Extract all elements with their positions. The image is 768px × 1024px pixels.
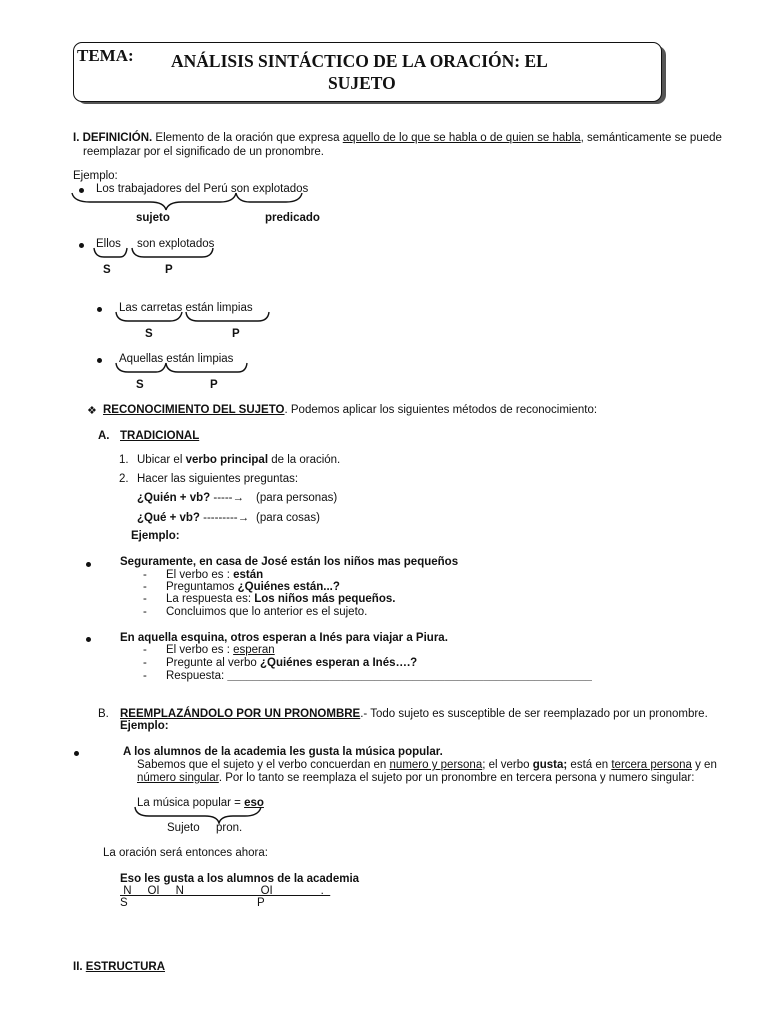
jose-step-1-pre: El verbo es :	[166, 569, 234, 581]
reconocimiento-text: . Podemos aplicar los siguientes métodos de reconocimiento:	[284, 404, 598, 416]
bullet	[86, 637, 91, 642]
step2-number: 2.	[119, 473, 129, 485]
ejemplo-label: Ejemplo:	[73, 170, 118, 182]
concordancia-line2	[137, 772, 694, 784]
concordancia-underline-2: tercera persona	[611, 759, 692, 771]
concordancia-underline-1: numero y persona	[389, 759, 483, 771]
concordancia-line1	[137, 759, 717, 771]
jose-step-3-pre: La respuesta es:	[166, 593, 255, 605]
example-sentence-2-predicate: son explotados	[137, 238, 215, 250]
arrow-right-icon: -----→	[210, 492, 245, 504]
alumnos-sentence: A los alumnos de la academia les gusta la música popular.	[123, 746, 443, 758]
pronoun-eso: eso	[244, 797, 264, 809]
reemplazo-heading: REEMPLAZÁNDOLO POR UN PRONOMBRE	[120, 708, 361, 720]
ines-answer-line[interactable]: _________________________________________________________	[227, 670, 592, 682]
diamond-bullet-icon: ❖	[87, 405, 97, 417]
example1-brackets	[70, 190, 310, 214]
example2-p: P	[165, 264, 173, 276]
final-tags: N OI N OI .	[120, 885, 331, 897]
bullet	[97, 358, 102, 363]
concordancia-text-a: Sabemos que el sujeto y el verbo concuerdan en	[137, 759, 390, 771]
pronoun-brackets	[133, 805, 273, 825]
example3-s: S	[145, 328, 153, 340]
final-s: S	[120, 897, 128, 909]
definition-text-end: , semánticamente se puede	[580, 132, 722, 144]
reemplazo-text: .- Todo sujeto es susceptible de ser reemplazado por un pronombre.	[360, 708, 708, 720]
definition-heading: I. DEFINICIÓN.	[73, 132, 153, 144]
question-what-formula: ¿Qué + vb?	[137, 512, 200, 524]
section-a-title: TRADICIONAL	[120, 430, 200, 442]
estructura-heading	[73, 961, 165, 973]
concordancia-text-b: ; el verbo	[482, 759, 533, 771]
estructura-prefix: II.	[73, 961, 86, 973]
ines-step-2-bold: ¿Quiénes esperan a Inés….?	[259, 657, 418, 669]
step2-text: Hacer las siguientes preguntas:	[137, 473, 299, 485]
ines-step-2	[166, 657, 417, 669]
definition-line2: reemplazar por el significado de un pronombre.	[83, 146, 324, 158]
definition-paragraph	[73, 132, 722, 144]
reemplazo-paragraph	[120, 708, 708, 720]
concordancia-underline-3: número singular	[137, 772, 219, 784]
bullet	[74, 751, 79, 756]
pronoun-equation-left: La música popular =	[137, 797, 245, 809]
ines-step-2-pre: Pregunte al verbo	[166, 657, 260, 669]
ines-sentence: En aquella esquina, otros esperan a Inés para viajar a Piura.	[120, 632, 448, 644]
example4-p: P	[210, 379, 218, 391]
example-sentence-1: Los trabajadores del Perú son explotados	[96, 183, 309, 195]
example-sentence-2-subject: Ellos	[96, 238, 121, 250]
section-b-letter: B.	[98, 708, 109, 720]
reconocimiento-heading: RECONOCIMIENTO DEL SUJETO	[103, 404, 285, 416]
jose-step-3-bold: Los niños más pequeños.	[254, 593, 396, 605]
tema-label: TEMA:	[77, 46, 134, 65]
jose-step-2-bold: ¿Quiénes están...?	[237, 581, 340, 593]
concordancia-text-e: . Por lo tanto se reemplaza el sujeto por un pronombre en tercera persona y numero singular:	[218, 772, 695, 784]
example-sentence-3: Las carretas están limpias	[119, 302, 253, 314]
jose-step-2-pre: Preguntamos	[166, 581, 238, 593]
arrow-right-icon: ---------→	[199, 512, 250, 524]
sujeto-label: Sujeto	[167, 822, 200, 834]
page-title-line2: SUJETO	[328, 73, 396, 93]
jose-sentence: Seguramente, en casa de José están los niños mas pequeños	[120, 556, 459, 568]
bullet	[86, 562, 91, 567]
definition-underlined: aquello de lo que se habla o de quien se habla	[342, 132, 581, 144]
concordancia-verb: gusta;	[532, 759, 568, 771]
question-what	[137, 512, 249, 524]
concordancia-text-d: y en	[691, 759, 717, 771]
example1-predicado-label: predicado	[265, 212, 320, 224]
estructura-title: ESTRUCTURA	[85, 961, 166, 973]
step1-bold: verbo principal	[185, 454, 269, 466]
pron-label: pron.	[216, 822, 243, 834]
jose-step-1	[166, 569, 263, 581]
example2-s: S	[103, 264, 111, 276]
section-a-letter: A.	[98, 430, 110, 442]
ejemplo-heading: Ejemplo:	[131, 530, 180, 542]
jose-step-3	[166, 593, 395, 605]
step1-post: de la oración.	[268, 454, 341, 466]
jose-step-1-bold: están	[233, 569, 264, 581]
reemplazo-ejemplo: Ejemplo:	[120, 720, 169, 732]
example4-s: S	[136, 379, 144, 391]
page-title-line1: ANÁLISIS SINTÁCTICO DE LA ORACIÓN: EL	[171, 51, 548, 71]
example4-brackets	[114, 361, 254, 381]
final-p: P	[257, 897, 265, 909]
question-who-formula: ¿Quién + vb?	[137, 492, 211, 504]
example-sentence-4: Aquellas están limpias	[119, 353, 234, 365]
step1-pre: Ubicar el	[137, 454, 186, 466]
jose-step-4: - Concluimos que lo anterior es el sujeto.	[166, 606, 367, 618]
ines-step-1-pre: El verbo es :	[166, 644, 234, 656]
question-who-note: (para personas)	[256, 492, 338, 504]
bullet	[79, 243, 84, 248]
jose-step-2	[166, 581, 340, 593]
ines-step-1-verb: esperan	[233, 644, 275, 656]
example1-sujeto-label: sujeto	[136, 212, 170, 224]
step1-number: 1.	[119, 454, 129, 466]
final-sentence: Eso les gusta a los alumnos de la academia	[120, 873, 360, 885]
reconocimiento-paragraph	[103, 404, 597, 416]
example2-brackets	[92, 246, 222, 266]
ines-step-3	[166, 670, 592, 682]
question-who	[137, 492, 244, 504]
entonces-text: La oración será entonces ahora:	[103, 847, 268, 859]
bullet	[97, 307, 102, 312]
ines-step-3-pre: Respuesta:	[166, 670, 228, 682]
concordancia-text-c: está en	[567, 759, 612, 771]
step1-text	[137, 454, 340, 466]
definition-text: Elemento de la oración que expresa	[152, 132, 343, 144]
ines-step-1	[166, 644, 275, 656]
example3-brackets	[114, 310, 274, 330]
example3-p: P	[232, 328, 240, 340]
question-what-note: (para cosas)	[256, 512, 320, 524]
